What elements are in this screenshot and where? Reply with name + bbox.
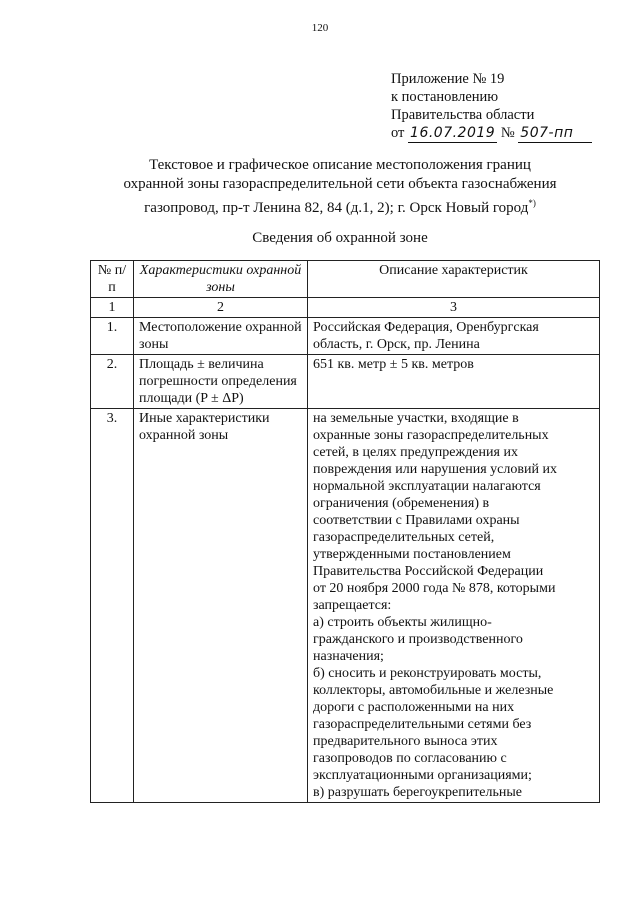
table-row [91,318,600,355]
handwritten-date: 16.07.2019 [410,125,496,141]
row-number: 3. [91,409,134,803]
appendix-line: Приложение № 19 [391,71,505,87]
header-description: Описание характеристик [308,261,600,298]
description-line: в) разрушать берегоукрепительные [313,785,523,800]
description-line: газораспределительных сетей, [313,530,495,545]
title-line: газопровод, пр-т Ленина 82, 84 (д.1, 2); г. Орск Новый город [144,200,529,216]
description-line: газораспределительными сетями без [313,717,532,732]
description-line: область, г. Орск, пр. Ленина [313,337,480,352]
description-line: а) строить объекты жилищно- [313,615,492,630]
table-header-row [91,261,600,298]
description-line: нормальной эксплуатации налагаются [313,479,541,494]
description-line: сетей, в целях предупреждения их [313,445,518,460]
description-line: соответствии с Правилами охраны [313,513,520,528]
description-line: Российская Федерация, Оренбургская [313,320,539,335]
index-cell: 1 [91,298,134,318]
table-row [91,355,600,409]
description-line: дороги с расположенными на них [313,700,515,715]
row-characteristic: Площадь ± величина погрешности определения площади (P ± ΔP) [134,355,308,409]
description-line: б) сносить и реконструировать мосты, [313,666,542,681]
description-line: от 20 ноября 2000 года № 878, которыми [313,581,556,596]
index-cell: 3 [308,298,600,318]
header-characteristic [134,261,308,298]
description-line: ограничения (обременения) в [313,496,490,511]
row-characteristic: Иные характеристики охранной зоны [134,409,308,803]
date-prefix: от [391,125,405,141]
title-line-last [70,194,610,218]
description-line: охранные зоны газораспределительных [313,428,549,443]
description-line: 651 кв. метр ± 5 кв. метров [313,357,474,372]
appendix-line: к постановлению [391,89,499,105]
header-characteristic-text: Характеристики охранной зоны [139,263,302,295]
section-title: Сведения об охранной зоне [252,230,428,246]
description-line: на земельные участки, входящие в [313,411,519,426]
appendix-block [391,70,592,143]
title-line: Текстовое и графическое описание местоположения границ [149,157,531,173]
page-number: 120 [311,22,329,34]
description-line: утвержденными постановлением [313,547,511,562]
description-line: коллекторы, автомобильные и железные [313,683,554,698]
footnote-mark: *) [528,198,536,208]
description-line: назначения; [313,649,384,664]
document-title [70,156,610,218]
title-line: охранной зоны газораспределительной сети объекта газоснабжения [123,176,557,192]
row-description [308,409,600,803]
appendix-line: Правительства области [391,107,535,123]
description-line: Правительства Российской Федерации [313,564,544,579]
appendix-date-line [391,124,592,143]
row-description [308,355,600,409]
description-line: запрещается: [313,598,392,613]
description-line: гражданского и производственного [313,632,523,647]
row-number: 2. [91,355,134,409]
row-number: 1. [91,318,134,355]
row-description [308,318,600,355]
description-line: эксплуатационными организациями; [313,768,532,783]
table-row [91,409,600,803]
header-num: № п/п [91,261,134,298]
table-index-row [91,298,600,318]
number-prefix: № [500,125,515,141]
handwritten-number: 507-пп [518,124,592,143]
description-line: предварительного выноса этих [313,734,498,749]
description-line: повреждения или нарушения условий их [313,462,557,477]
zone-table [90,260,600,803]
index-cell: 2 [134,298,308,318]
row-characteristic: Местоположение охранной зоны [134,318,308,355]
description-line: газопроводов по согласованию с [313,751,507,766]
